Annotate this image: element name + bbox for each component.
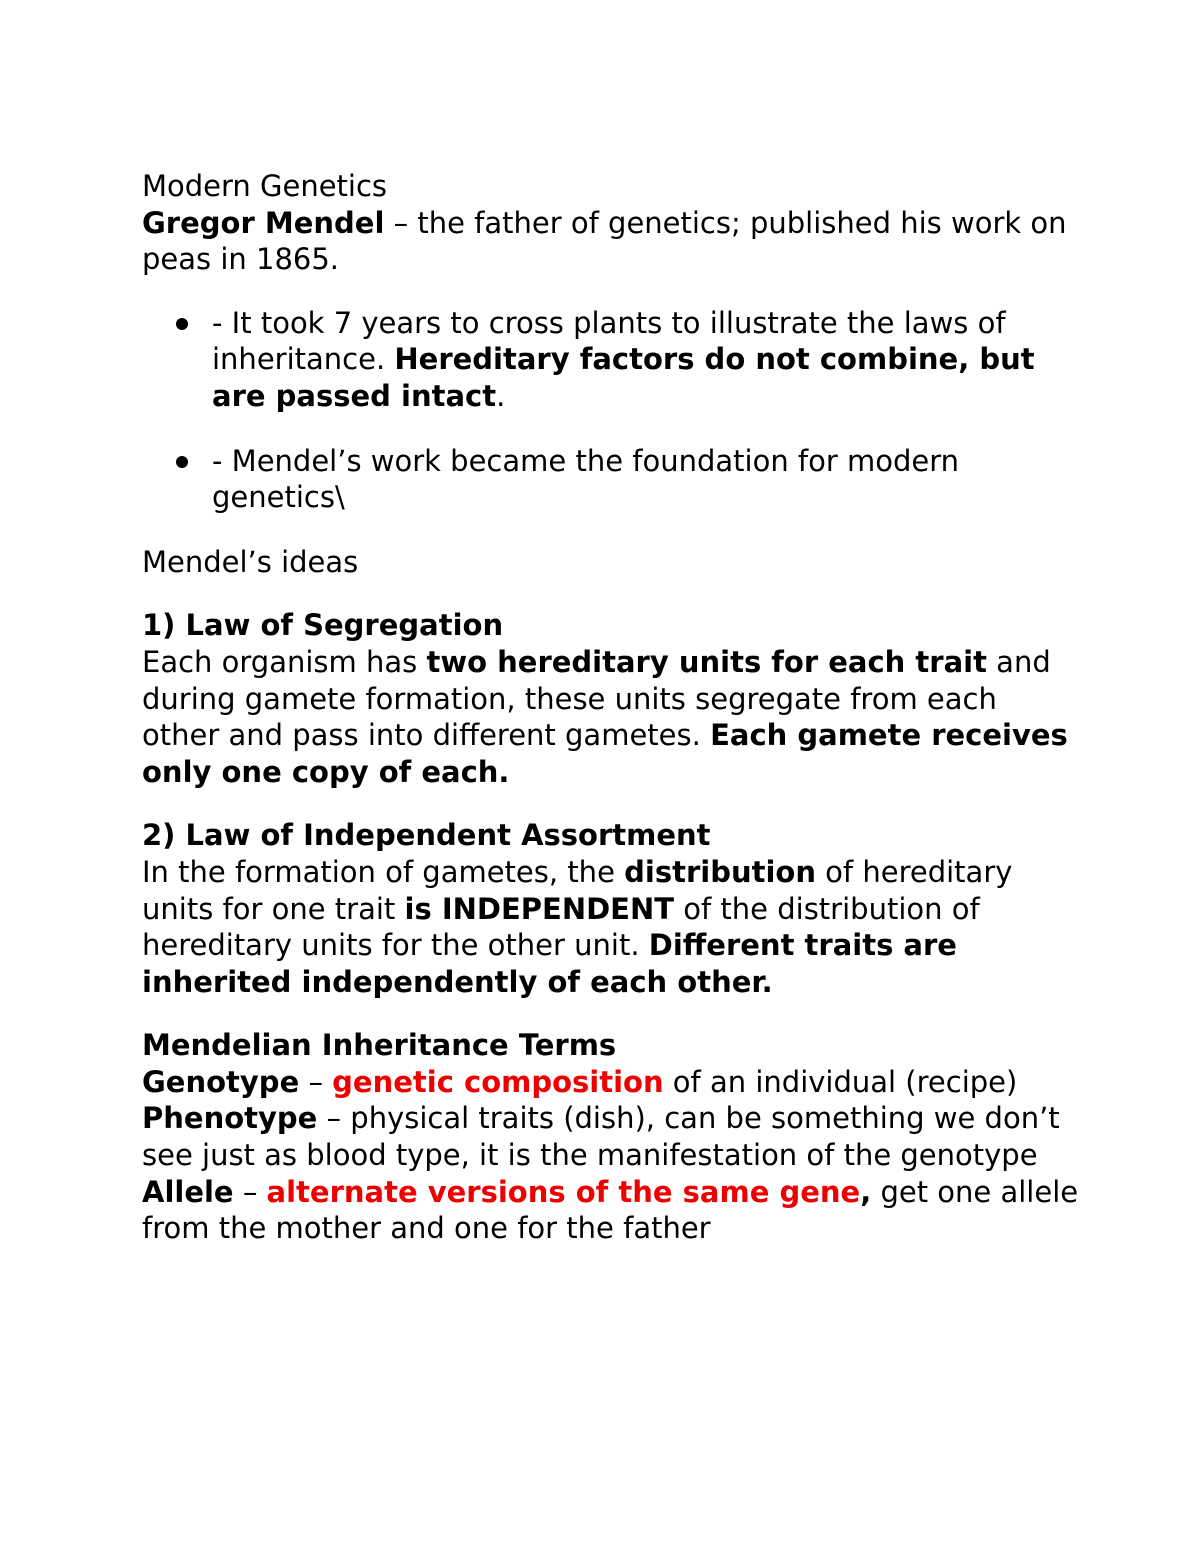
terms-heading: Mendelian Inheritance Terms (142, 1028, 617, 1063)
list-item (142, 305, 1082, 415)
law2-body (142, 854, 1082, 1000)
law2-bold-2: is INDEPENDENT (404, 891, 675, 926)
law2-text-3: of the distribution of hereditary units for the other unit. (142, 891, 980, 963)
genotype-highlight: genetic composition (332, 1064, 664, 1099)
document-page (142, 168, 1082, 1247)
bullet-tail: . (496, 378, 506, 413)
law2-text-1: In the formation of gametes, the (142, 854, 625, 889)
allele-rest: get one allele from the mother and one for the father (142, 1174, 1079, 1246)
list-item (142, 443, 1082, 516)
genotype-rest: of an individual (recipe) (663, 1064, 1018, 1099)
mendel-name: Gregor Mendel (142, 205, 385, 240)
law2-bold-1: distribution (624, 854, 816, 889)
law1-body (142, 644, 1082, 790)
law1-heading: 1) Law of Segregation (142, 608, 504, 643)
law1-bold-1: two hereditary units for each trait (426, 644, 987, 679)
genotype-term: Genotype (142, 1064, 300, 1099)
document-title: Modern Genetics (142, 169, 388, 203)
law2-heading: 2) Law of Independent Assortment (142, 818, 711, 853)
allele-term: Allele (142, 1174, 234, 1209)
bullet-text: - Mendel’s work became the foundation for modern genetics\ (212, 443, 960, 515)
allele-dash: – (233, 1174, 267, 1209)
allele-definition (142, 1174, 1082, 1247)
bullet-icon (176, 318, 188, 330)
mendel-paragraph (142, 205, 1082, 278)
bullet-icon (176, 456, 188, 468)
bullet-text: - It took 7 years to cross plants to illustrate the laws of inheritance. (212, 305, 1006, 377)
ideas-heading: Mendel’s ideas (142, 544, 359, 579)
bullet-list (142, 305, 1082, 516)
law1-bold-2: Each gamete receives only one copy of each. (142, 718, 1068, 789)
law1-text-1: Each organism has (142, 644, 427, 679)
phenotype-definition (142, 1100, 1082, 1173)
law2-text-2: of hereditary units for one trait (142, 854, 1013, 926)
genotype-dash: – (299, 1064, 333, 1099)
allele-comma: , (860, 1174, 872, 1209)
phenotype-term: Phenotype (142, 1101, 318, 1136)
bullet-bold-text: Hereditary factors do not combine, but are passed intact (212, 342, 1035, 413)
genotype-definition (142, 1064, 1082, 1101)
mendel-description: – the father of genetics; published his work on peas in 1865. (142, 205, 1067, 277)
law2-bold-3: Different traits are inherited independently of each other. (142, 928, 957, 999)
law1-text-2: and during gamete formation, these units segregate from each other and pass into different gametes. (142, 644, 1051, 753)
phenotype-rest: – physical traits (dish), can be something we don’t see just as blood type, it is the manifestation of the genotype (142, 1101, 1060, 1173)
allele-highlight: alternate versions of the same gene (266, 1174, 861, 1209)
